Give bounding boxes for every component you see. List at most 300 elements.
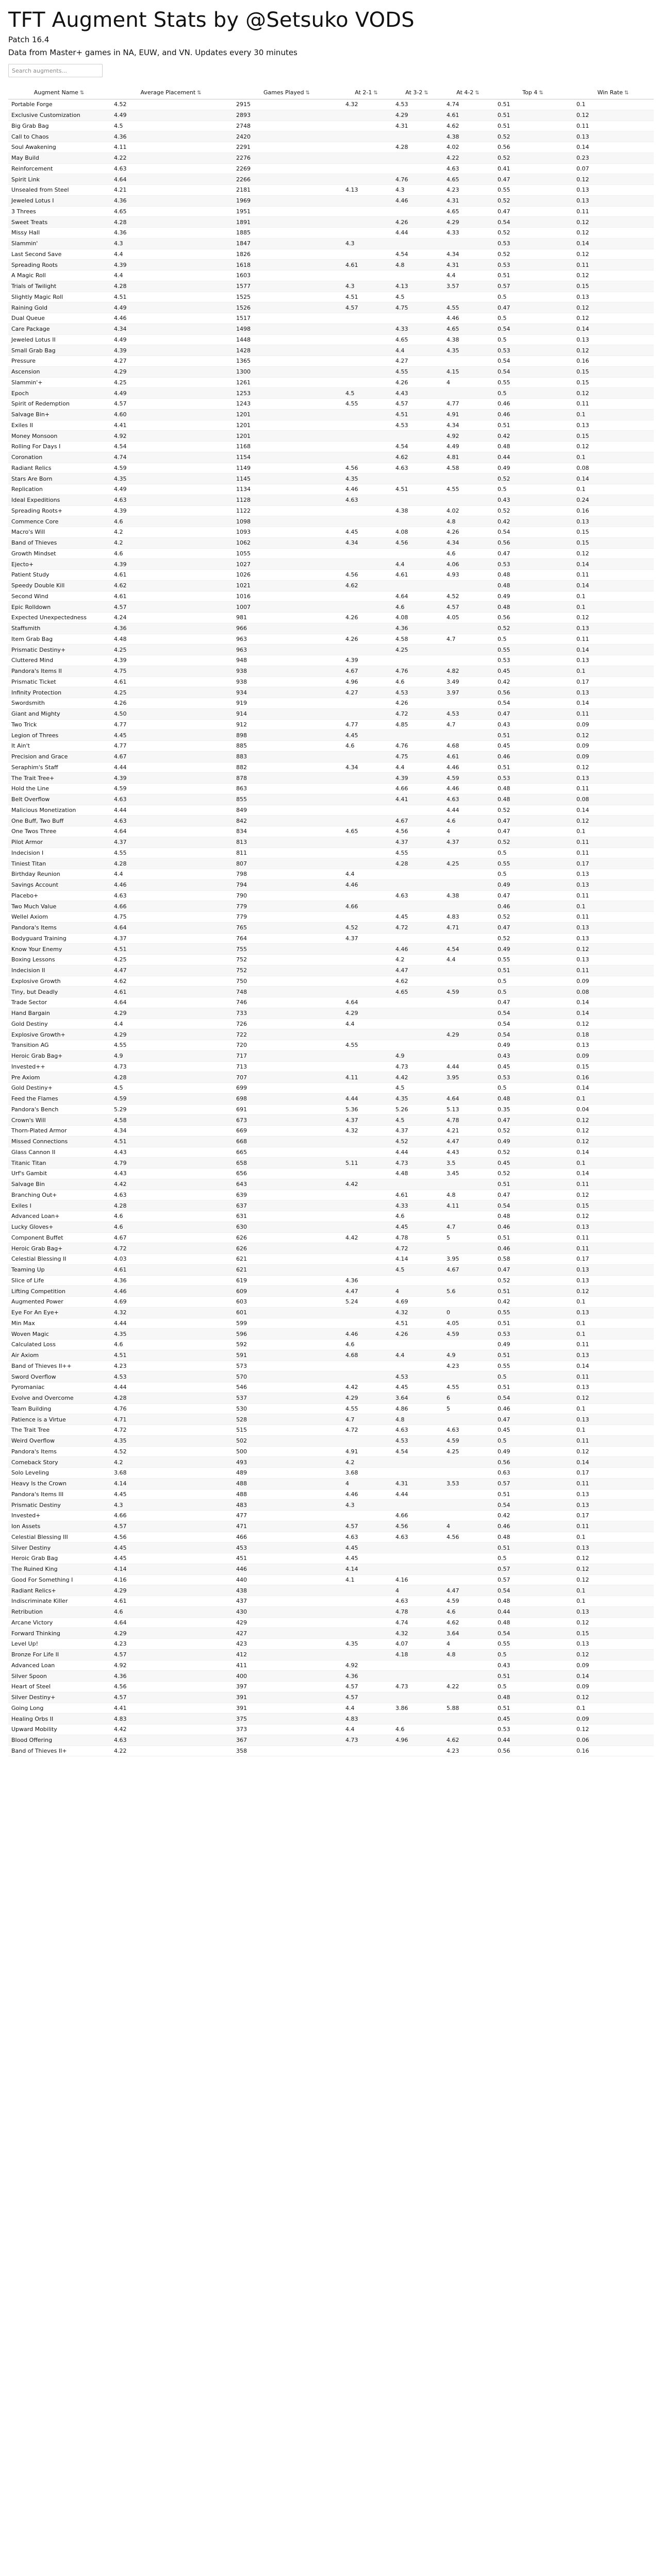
at-2-1-cell: 4.4 [341, 1703, 391, 1714]
avg-placement-cell: 4.92 [110, 1660, 232, 1671]
table-row [8, 623, 654, 634]
augment-name-cell: Pandora's Items III [8, 1489, 110, 1500]
top-4-cell: 0.35 [493, 1104, 572, 1115]
table-row [8, 1179, 654, 1190]
avg-placement-cell: 4.46 [110, 313, 232, 324]
at-4-2-cell [442, 1574, 493, 1585]
augment-name-cell: Two Much Value [8, 901, 110, 912]
augment-name-cell: Slice of Life [8, 1275, 110, 1286]
top-4-cell: 0.57 [493, 1478, 572, 1489]
avg-placement-cell: 4.39 [110, 773, 232, 784]
at-2-1-cell: 4.46 [341, 879, 391, 890]
avg-placement-cell: 4.49 [110, 484, 232, 495]
at-2-1-cell: 4.14 [341, 1564, 391, 1574]
win-rate-cell: 0.1 [572, 1532, 654, 1543]
at-2-1-cell: 4.29 [341, 1008, 391, 1019]
at-3-2-cell: 4.26 [391, 377, 442, 388]
at-2-1-cell [341, 324, 391, 334]
at-4-2-cell: 4.37 [442, 837, 493, 848]
augment-name-cell: Component Buffet [8, 1232, 110, 1243]
avg-placement-cell: 4.61 [110, 570, 232, 581]
at-4-2-cell: 4.55 [442, 1382, 493, 1393]
at-3-2-cell [391, 495, 442, 505]
top-4-cell: 0.45 [493, 1425, 572, 1436]
augment-name-cell: Feed the Flames [8, 1093, 110, 1104]
top-4-cell: 0.52 [493, 131, 572, 142]
augment-name-cell: Big Grab Bag [8, 121, 110, 131]
table-row [8, 431, 654, 442]
at-3-2-cell: 4.14 [391, 1254, 442, 1265]
at-4-2-cell: 4.6 [442, 548, 493, 559]
games-played-cell: 430 [232, 1606, 341, 1617]
games-played-cell: 849 [232, 805, 341, 816]
augment-name-cell: Heart of Steel [8, 1682, 110, 1692]
at-4-2-cell [442, 1008, 493, 1019]
games-played-cell: 938 [232, 676, 341, 687]
at-3-2-cell: 4.48 [391, 1168, 442, 1179]
augment-name-cell: Lifting Competition [8, 1286, 110, 1297]
avg-placement-cell: 4.28 [110, 1393, 232, 1403]
top-4-cell: 0.53 [493, 773, 572, 784]
games-played-cell: 981 [232, 613, 341, 623]
at-3-2-cell: 3.64 [391, 1393, 442, 1403]
augment-name-cell: Slammin'+ [8, 377, 110, 388]
games-played-cell: 938 [232, 666, 341, 676]
games-played-cell: 537 [232, 1393, 341, 1403]
table-row [8, 655, 654, 666]
at-4-2-cell [442, 1660, 493, 1671]
win-rate-cell: 0.12 [572, 1692, 654, 1703]
at-2-1-cell [341, 131, 391, 142]
table-row [8, 292, 654, 302]
at-4-2-cell [442, 976, 493, 987]
avg-placement-cell: 4.63 [110, 1735, 232, 1745]
at-3-2-cell: 4.85 [391, 719, 442, 730]
games-played-cell: 752 [232, 955, 341, 965]
sort-icon: ⇅ [305, 90, 310, 96]
table-row [8, 1350, 654, 1361]
win-rate-cell: 0.11 [572, 1521, 654, 1532]
games-played-cell: 1093 [232, 527, 341, 538]
at-3-2-cell: 4.62 [391, 452, 442, 463]
games-played-cell: 665 [232, 1147, 341, 1158]
table-row [8, 933, 654, 944]
top-4-cell: 0.47 [493, 206, 572, 217]
win-rate-cell: 0.13 [572, 1639, 654, 1650]
win-rate-cell: 0.14 [572, 1083, 654, 1094]
table-row [8, 1222, 654, 1232]
at-3-2-cell: 4.46 [391, 944, 442, 955]
augment-name-cell: Heroic Grab Bag+ [8, 1243, 110, 1254]
at-4-2-cell [442, 1553, 493, 1564]
at-3-2-cell: 4.72 [391, 922, 442, 933]
table-row [8, 1478, 654, 1489]
games-played-cell: 1253 [232, 388, 341, 399]
at-4-2-cell: 4.7 [442, 634, 493, 645]
avg-placement-cell: 4.64 [110, 1617, 232, 1628]
top-4-cell: 0.5 [493, 848, 572, 858]
games-played-cell: 621 [232, 1254, 341, 1265]
win-rate-cell: 0.1 [572, 452, 654, 463]
at-4-2-cell: 4.74 [442, 99, 493, 110]
top-4-cell: 0.52 [493, 1126, 572, 1137]
column-header-win-rate[interactable]: Win Rate ⇅ [572, 86, 654, 99]
augment-name-cell: Pilot Armor [8, 837, 110, 848]
avg-placement-cell: 4.3 [110, 238, 232, 249]
games-played-cell: 1201 [232, 431, 341, 442]
top-4-cell: 0.54 [493, 698, 572, 709]
win-rate-cell: 0.17 [572, 676, 654, 687]
at-4-2-cell: 4.64 [442, 1093, 493, 1104]
table-row [8, 869, 654, 880]
at-3-2-cell: 4.54 [391, 1446, 442, 1457]
top-4-cell: 0.49 [493, 1040, 572, 1051]
at-2-1-cell [341, 1083, 391, 1094]
avg-placement-cell: 4.27 [110, 356, 232, 367]
at-3-2-cell: 4.6 [391, 602, 442, 613]
at-2-1-cell [341, 1050, 391, 1061]
top-4-cell: 0.55 [493, 1307, 572, 1318]
at-2-1-cell [341, 1361, 391, 1371]
win-rate-cell: 0.04 [572, 1104, 654, 1115]
top-4-cell: 0.53 [493, 238, 572, 249]
column-header-games-played[interactable]: Games Played ⇅ [232, 86, 341, 99]
win-rate-cell: 0.14 [572, 997, 654, 1008]
augment-name-cell: Min Max [8, 1318, 110, 1329]
at-2-1-cell: 4.46 [341, 1489, 391, 1500]
augment-name-cell: Celestial Blessing II [8, 1254, 110, 1265]
win-rate-cell: 0.11 [572, 965, 654, 976]
games-played-cell: 483 [232, 1500, 341, 1511]
at-3-2-cell: 4.4 [391, 559, 442, 570]
augment-name-cell: Epic Rolldown [8, 602, 110, 613]
at-4-2-cell [442, 645, 493, 655]
at-3-2-cell: 4.65 [391, 987, 442, 997]
table-row [8, 366, 654, 377]
win-rate-cell: 0.17 [572, 1254, 654, 1265]
win-rate-cell: 0.1 [572, 901, 654, 912]
avg-placement-cell: 4.63 [110, 794, 232, 805]
top-4-cell: 0.51 [493, 730, 572, 741]
win-rate-cell: 0.16 [572, 505, 654, 516]
top-4-cell: 0.54 [493, 217, 572, 228]
games-played-cell: 400 [232, 1671, 341, 1682]
avg-placement-cell: 4.6 [110, 1222, 232, 1232]
at-4-2-cell: 4.59 [442, 1596, 493, 1607]
at-3-2-cell: 4.66 [391, 784, 442, 794]
win-rate-cell: 0.15 [572, 281, 654, 292]
avg-placement-cell: 4.51 [110, 1136, 232, 1147]
at-4-2-cell: 4.65 [442, 174, 493, 185]
top-4-cell: 0.43 [493, 495, 572, 505]
avg-placement-cell: 4.67 [110, 751, 232, 762]
at-4-2-cell: 4.47 [442, 1136, 493, 1147]
top-4-cell: 0.55 [493, 858, 572, 869]
at-2-1-cell [341, 1211, 391, 1222]
table-row [8, 1072, 654, 1083]
at-4-2-cell [442, 238, 493, 249]
table-row [8, 1617, 654, 1628]
games-played-cell: 1428 [232, 345, 341, 356]
games-played-cell: 733 [232, 1008, 341, 1019]
avg-placement-cell: 4.35 [110, 1435, 232, 1446]
column-header-augment-name[interactable]: Augment Name ⇅ [8, 86, 110, 99]
games-played-cell: 726 [232, 1019, 341, 1029]
at-2-1-cell [341, 955, 391, 965]
at-2-1-cell: 4.37 [341, 933, 391, 944]
at-3-2-cell: 4.33 [391, 324, 442, 334]
top-4-cell: 0.46 [493, 751, 572, 762]
at-4-2-cell [442, 1714, 493, 1724]
top-4-cell: 0.44 [493, 452, 572, 463]
avg-placement-cell: 4.71 [110, 1414, 232, 1425]
games-played-cell: 643 [232, 1179, 341, 1190]
at-4-2-cell [442, 1724, 493, 1735]
column-header-at-4-2[interactable]: At 4-2 ⇅ [442, 86, 493, 99]
at-4-2-cell: 4.6 [442, 1606, 493, 1617]
games-played-cell: 397 [232, 1682, 341, 1692]
table-row [8, 484, 654, 495]
column-header-at-3-2[interactable]: At 3-2 ⇅ [391, 86, 442, 99]
at-3-2-cell: 4.31 [391, 1478, 442, 1489]
table-row [8, 1008, 654, 1019]
search-input[interactable] [8, 64, 103, 77]
table-row [8, 334, 654, 345]
top-4-cell: 0.52 [493, 473, 572, 484]
table-row [8, 944, 654, 955]
at-2-1-cell: 4.5 [341, 388, 391, 399]
at-4-2-cell: 4.63 [442, 794, 493, 805]
at-3-2-cell [391, 548, 442, 559]
at-4-2-cell: 3.45 [442, 1168, 493, 1179]
at-4-2-cell [442, 1040, 493, 1051]
at-3-2-cell: 4.56 [391, 826, 442, 837]
augment-name-cell: Savings Account [8, 879, 110, 890]
at-3-2-cell: 4.3 [391, 185, 442, 196]
games-played-cell: 855 [232, 794, 341, 805]
column-header-at-2-1[interactable]: At 2-1 ⇅ [341, 86, 391, 99]
games-played-cell: 914 [232, 708, 341, 719]
at-2-1-cell [341, 1136, 391, 1147]
table-row [8, 260, 654, 270]
win-rate-cell: 0.13 [572, 420, 654, 431]
at-4-2-cell [442, 730, 493, 741]
table-row [8, 516, 654, 527]
avg-placement-cell: 4.35 [110, 1329, 232, 1340]
top-4-cell: 0.54 [493, 366, 572, 377]
at-4-2-cell: 4.23 [442, 1361, 493, 1371]
at-3-2-cell [391, 1500, 442, 1511]
at-2-1-cell: 4.11 [341, 1072, 391, 1083]
at-2-1-cell [341, 1307, 391, 1318]
top-4-cell: 0.52 [493, 249, 572, 260]
at-2-1-cell [341, 965, 391, 976]
top-4-cell: 0.48 [493, 570, 572, 581]
table-header-row [8, 86, 654, 99]
win-rate-cell: 0.11 [572, 206, 654, 217]
win-rate-cell: 0.23 [572, 152, 654, 163]
games-played-cell: 934 [232, 687, 341, 698]
table-row [8, 794, 654, 805]
at-2-1-cell [341, 1371, 391, 1382]
at-4-2-cell: 4.55 [442, 302, 493, 313]
at-2-1-cell: 4.46 [341, 1329, 391, 1340]
table-row [8, 1115, 654, 1126]
at-4-2-cell [442, 1692, 493, 1703]
table-row [8, 1158, 654, 1168]
avg-placement-cell: 4.54 [110, 442, 232, 452]
avg-placement-cell: 4.66 [110, 901, 232, 912]
table-row [8, 708, 654, 719]
at-4-2-cell: 4.23 [442, 185, 493, 196]
at-3-2-cell [391, 655, 442, 666]
table-row [8, 976, 654, 987]
top-4-cell: 0.52 [493, 228, 572, 239]
top-4-cell: 0.56 [493, 1745, 572, 1756]
win-rate-cell: 0.12 [572, 270, 654, 281]
top-4-cell: 0.54 [493, 1008, 572, 1019]
at-2-1-cell: 4.34 [341, 762, 391, 773]
table-row [8, 495, 654, 505]
column-header-top-4[interactable]: Top 4 ⇅ [493, 86, 572, 99]
augment-name-cell: Branching Out+ [8, 1190, 110, 1200]
win-rate-cell: 0.12 [572, 1574, 654, 1585]
win-rate-cell: 0.13 [572, 1489, 654, 1500]
at-2-1-cell: 4.35 [341, 473, 391, 484]
at-3-2-cell [391, 206, 442, 217]
at-3-2-cell: 4.53 [391, 99, 442, 110]
games-played-cell: 1098 [232, 516, 341, 527]
at-3-2-cell: 4.65 [391, 334, 442, 345]
games-played-cell: 1525 [232, 292, 341, 302]
table-row [8, 1511, 654, 1521]
at-2-1-cell [341, 431, 391, 442]
at-2-1-cell [341, 944, 391, 955]
table-row [8, 698, 654, 709]
at-3-2-cell: 4.38 [391, 505, 442, 516]
at-3-2-cell [391, 1029, 442, 1040]
table-row [8, 879, 654, 890]
games-played-cell: 1498 [232, 324, 341, 334]
at-2-1-cell [341, 142, 391, 153]
top-4-cell: 0.45 [493, 666, 572, 676]
win-rate-cell: 0.12 [572, 228, 654, 239]
games-played-cell: 358 [232, 1745, 341, 1756]
augment-name-cell: Rolling For Days I [8, 442, 110, 452]
at-3-2-cell: 4.08 [391, 527, 442, 538]
games-played-cell: 603 [232, 1297, 341, 1308]
avg-placement-cell: 4.39 [110, 505, 232, 516]
games-played-cell: 1026 [232, 570, 341, 581]
win-rate-cell: 0.1 [572, 1403, 654, 1414]
at-2-1-cell: 4.13 [341, 185, 391, 196]
at-3-2-cell: 4.6 [391, 1211, 442, 1222]
avg-placement-cell: 4.64 [110, 922, 232, 933]
at-3-2-cell: 4.75 [391, 751, 442, 762]
win-rate-cell: 0.14 [572, 645, 654, 655]
at-3-2-cell: 4.69 [391, 1297, 442, 1308]
top-4-cell: 0.52 [493, 805, 572, 816]
win-rate-cell: 0.17 [572, 858, 654, 869]
augment-name-cell: Birthday Reunion [8, 869, 110, 880]
win-rate-cell: 0.13 [572, 933, 654, 944]
table-row [8, 249, 654, 260]
games-played-cell: 885 [232, 741, 341, 752]
avg-placement-cell: 4.5 [110, 1083, 232, 1094]
at-3-2-cell: 4.78 [391, 1606, 442, 1617]
at-3-2-cell [391, 431, 442, 442]
at-4-2-cell [442, 1297, 493, 1308]
avg-placement-cell: 4.14 [110, 1564, 232, 1574]
at-4-2-cell [442, 495, 493, 505]
at-3-2-cell [391, 869, 442, 880]
games-played-cell: 2420 [232, 131, 341, 142]
table-row [8, 505, 654, 516]
win-rate-cell: 0.14 [572, 559, 654, 570]
at-4-2-cell: 4.68 [442, 741, 493, 752]
top-4-cell: 0.48 [493, 1532, 572, 1543]
column-header-average-placement[interactable]: Average Placement ⇅ [110, 86, 232, 99]
at-2-1-cell [341, 334, 391, 345]
avg-placement-cell: 4.58 [110, 1115, 232, 1126]
augment-name-cell: Explosive Growth [8, 976, 110, 987]
top-4-cell: 0.42 [493, 431, 572, 442]
at-3-2-cell: 4.78 [391, 1232, 442, 1243]
augment-name-cell: Spreading Roots+ [8, 505, 110, 516]
at-2-1-cell: 4.4 [341, 1724, 391, 1735]
games-played-cell: 1365 [232, 356, 341, 367]
table-row [8, 302, 654, 313]
top-4-cell: 0.47 [493, 302, 572, 313]
table-row [8, 420, 654, 431]
at-3-2-cell: 4.28 [391, 142, 442, 153]
table-row [8, 452, 654, 463]
at-2-1-cell [341, 217, 391, 228]
table-row [8, 1093, 654, 1104]
at-3-2-cell [391, 1692, 442, 1703]
at-2-1-cell [341, 516, 391, 527]
win-rate-cell: 0.14 [572, 142, 654, 153]
top-4-cell: 0.49 [493, 1136, 572, 1147]
table-row [8, 356, 654, 367]
table-row [8, 409, 654, 420]
games-played-cell: 798 [232, 869, 341, 880]
augment-name-cell: Boxing Lessons [8, 955, 110, 965]
augment-name-cell: Gold Destiny+ [8, 1083, 110, 1094]
at-3-2-cell: 4.53 [391, 687, 442, 698]
at-3-2-cell: 4.35 [391, 1093, 442, 1104]
top-4-cell: 0.48 [493, 1692, 572, 1703]
win-rate-cell: 0.12 [572, 613, 654, 623]
win-rate-cell: 0.16 [572, 356, 654, 367]
avg-placement-cell: 4.21 [110, 185, 232, 196]
at-4-2-cell [442, 965, 493, 976]
table-row [8, 1660, 654, 1671]
top-4-cell: 0.47 [493, 1190, 572, 1200]
table-row [8, 1639, 654, 1650]
win-rate-cell: 0.15 [572, 1200, 654, 1211]
win-rate-cell: 0.1 [572, 99, 654, 110]
games-played-cell: 963 [232, 634, 341, 645]
at-3-2-cell [391, 152, 442, 163]
table-row [8, 1382, 654, 1393]
win-rate-cell: 0.13 [572, 687, 654, 698]
avg-placement-cell: 4.49 [110, 388, 232, 399]
win-rate-cell: 0.1 [572, 591, 654, 602]
top-4-cell: 0.46 [493, 901, 572, 912]
augment-name-cell: Band of Thieves [8, 537, 110, 548]
top-4-cell: 0.47 [493, 826, 572, 837]
